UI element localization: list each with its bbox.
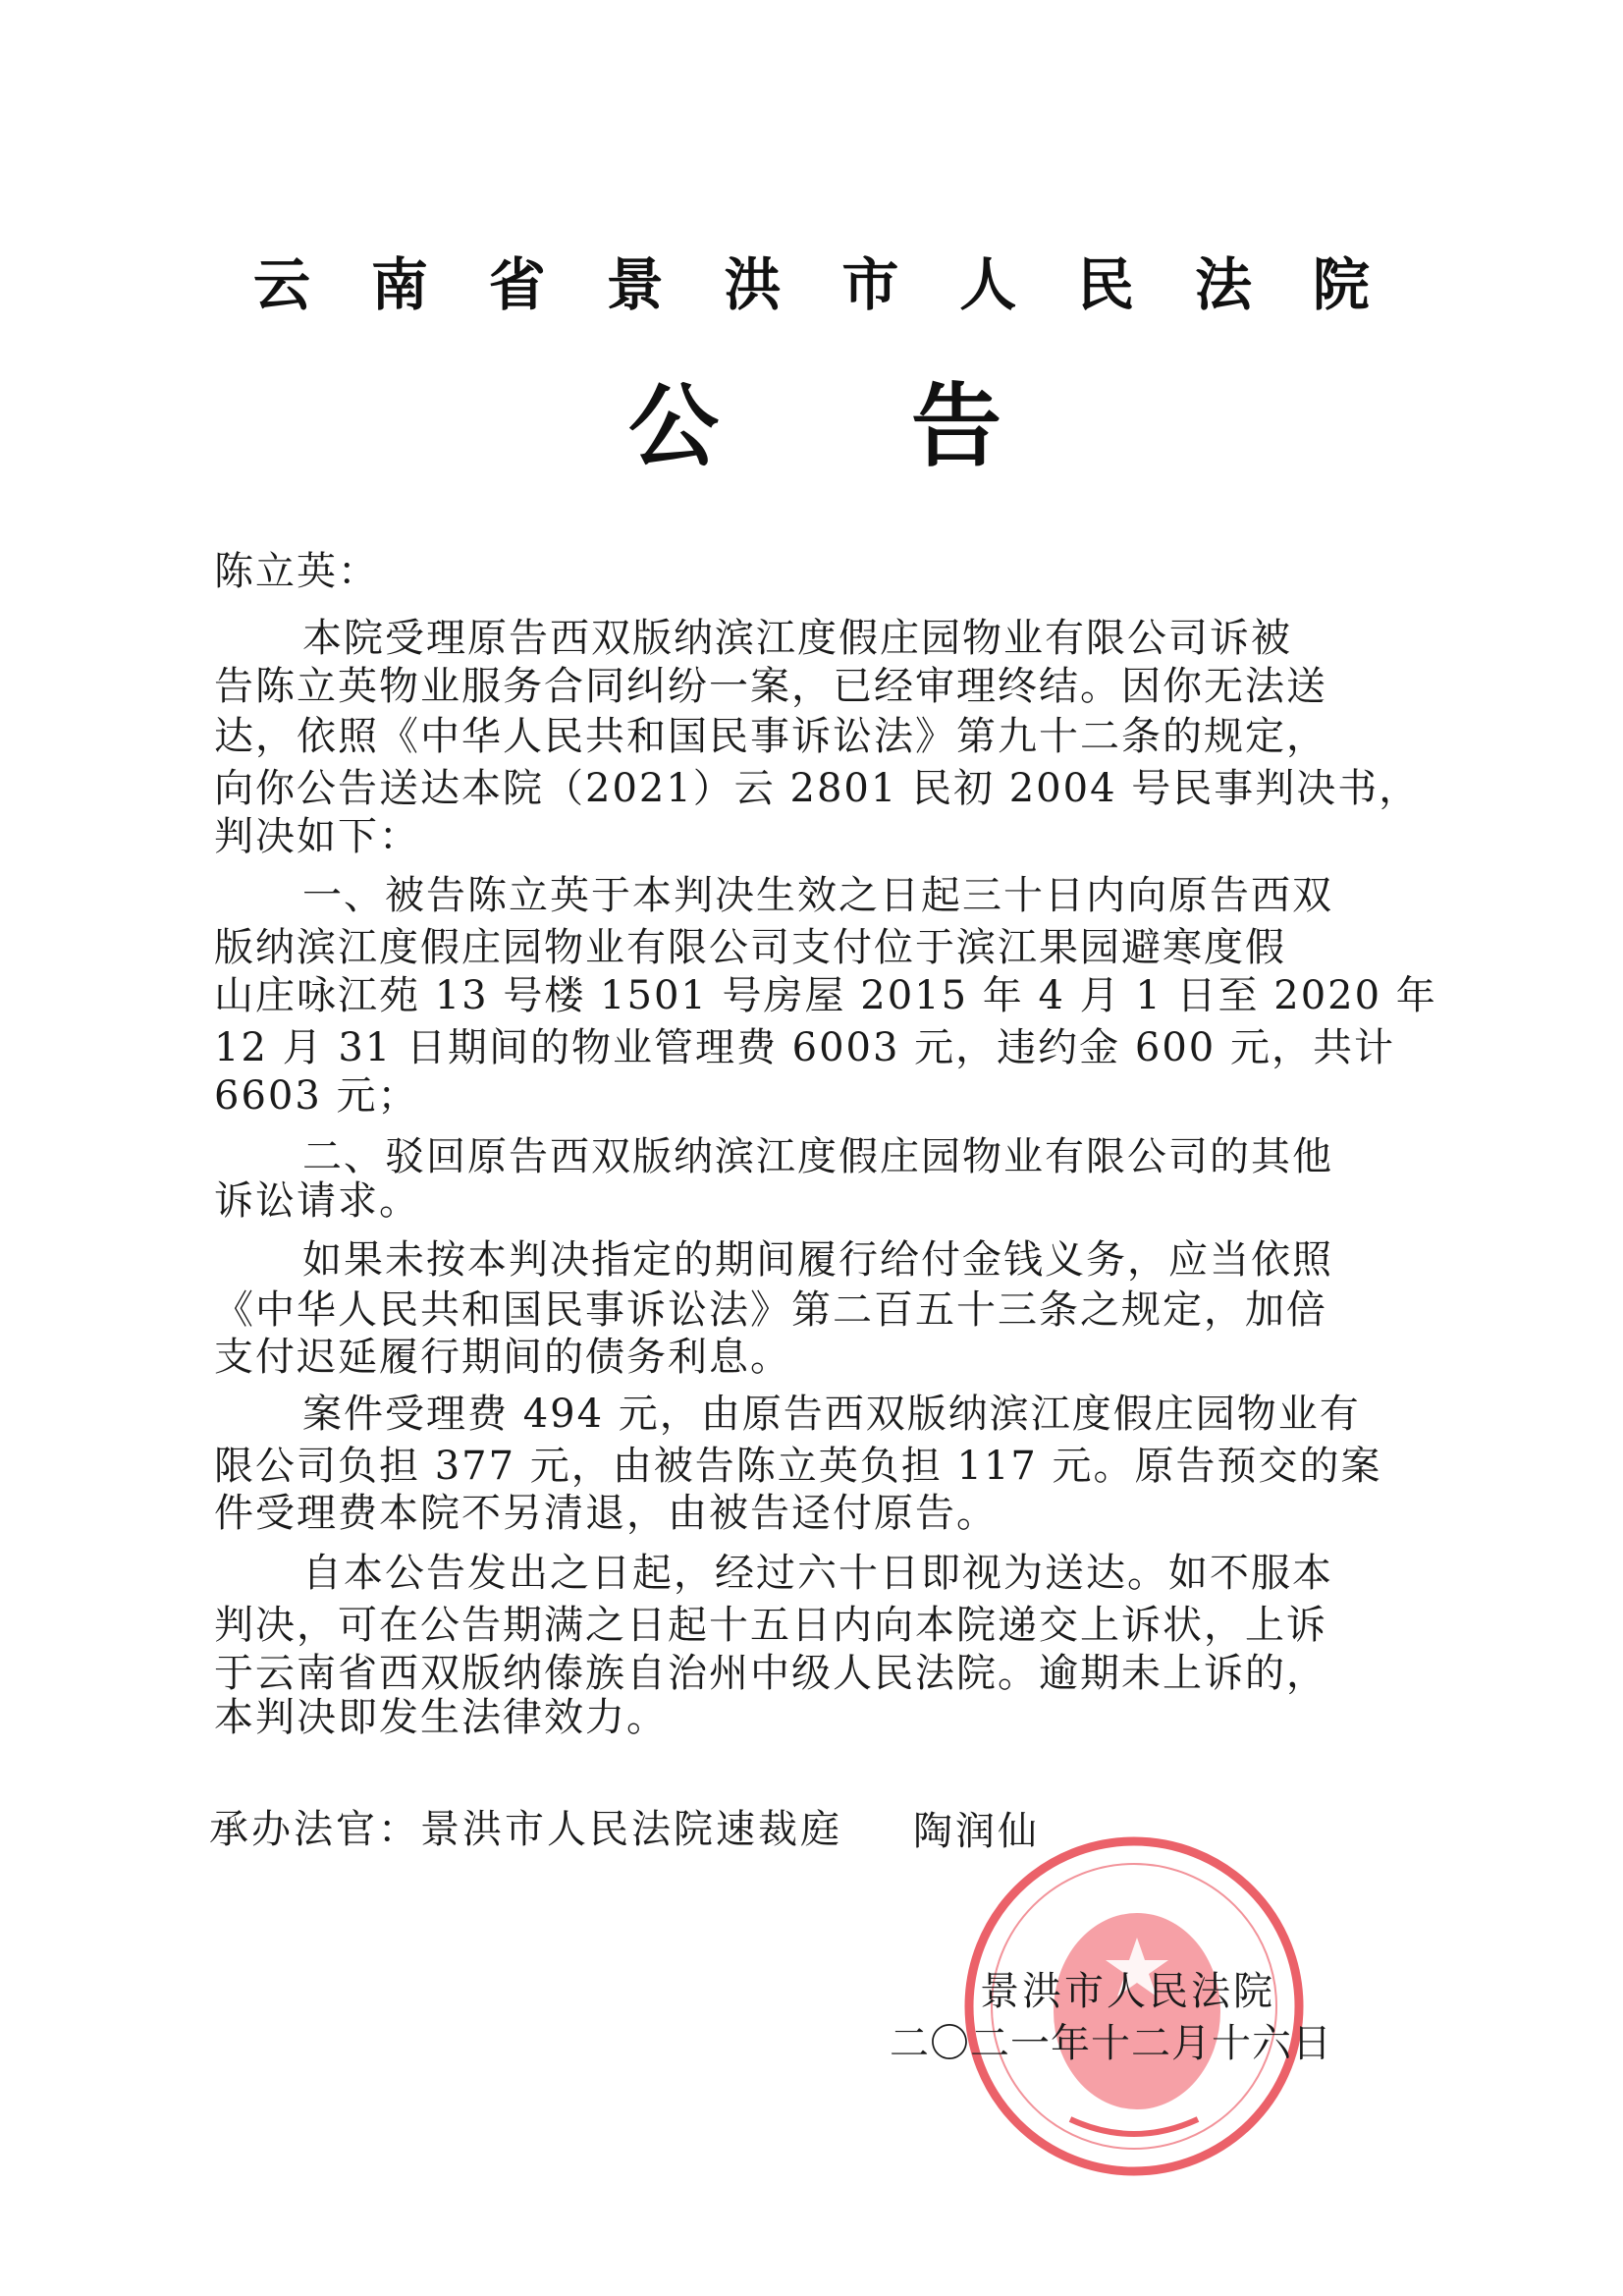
body-line: 《中华人民共和国民事诉讼法》第二百五十三条之规定，加倍 bbox=[214, 1287, 1327, 1333]
body-line: 告陈立英物业服务合同纠纷一案，已经审理终结。因你无法送 bbox=[214, 664, 1327, 709]
body-line: 版纳滨江度假庄园物业有限公司支付位于滨江果园避寒度假 bbox=[214, 925, 1286, 970]
body-line: 6603 元； bbox=[214, 1073, 419, 1119]
title-char: 民 bbox=[1077, 251, 1135, 318]
body-line: 限公司负担 377 元，由被告陈立英负担 117 元。原告预交的案 bbox=[214, 1444, 1382, 1489]
body-line: 自本公告发出之日起，经过六十日即视为送达。如不服本 bbox=[302, 1551, 1333, 1596]
title-char: 人 bbox=[959, 251, 1017, 318]
body-line: 一、被告陈立英于本判决生效之日起三十日内向原告西双 bbox=[302, 873, 1333, 918]
court-name-title bbox=[253, 250, 1370, 319]
notice-date: 二〇二一年十二月十六日 bbox=[890, 2021, 1332, 2066]
body-line: 山庄咏江苑 13 号楼 1501 号房屋 2015 年 4 月 1 日至 2020 年 bbox=[214, 973, 1437, 1018]
title-char: 洪 bbox=[724, 251, 782, 318]
heading-char: 告 bbox=[910, 374, 1001, 479]
title-char: 景 bbox=[606, 251, 664, 318]
body-line: 本院受理原告西双版纳滨江度假庄园物业有限公司诉被 bbox=[302, 616, 1292, 661]
body-line: 本判决即发生法律效力。 bbox=[214, 1695, 668, 1740]
heading-char: 公 bbox=[628, 374, 720, 479]
judge-name: 陶润仙 bbox=[913, 1809, 1040, 1854]
title-char: 省 bbox=[488, 251, 546, 318]
title-char: 市 bbox=[841, 251, 899, 318]
body-line: 二、驳回原告西双版纳滨江度假庄园物业有限公司的其他 bbox=[302, 1134, 1333, 1179]
body-line: 向你公告送达本院（2021）云 2801 民初 2004 号民事判决书， bbox=[214, 766, 1421, 811]
notice-heading bbox=[628, 373, 1001, 481]
body-line: 达，依照《中华人民共和国民事诉讼法》第九十二条的规定， bbox=[214, 714, 1327, 759]
body-line: 诉讼请求。 bbox=[214, 1178, 420, 1224]
body-line: 案件受理费 494 元，由原告西双版纳滨江度假庄园物业有 bbox=[302, 1392, 1361, 1437]
title-char: 法 bbox=[1195, 251, 1253, 318]
judge-label: 承办法官：景洪市人民法院速裁庭 bbox=[209, 1807, 842, 1852]
body-line: 于云南省西双版纳傣族自治州中级人民法院。逾期未上诉的， bbox=[214, 1651, 1327, 1696]
title-char: 南 bbox=[370, 251, 428, 318]
body-line: 判决，可在公告期满之日起十五日内向本院递交上诉状，上诉 bbox=[214, 1603, 1327, 1648]
body-line: 支付迟延履行期间的债务利息。 bbox=[214, 1335, 791, 1380]
title-char: 院 bbox=[1312, 251, 1370, 318]
body-line: 12 月 31 日期间的物业管理费 6003 元，违约金 600 元，共计 bbox=[214, 1025, 1395, 1070]
title-char: 云 bbox=[253, 251, 311, 318]
addressee: 陈立英： bbox=[214, 549, 379, 594]
body-line: 件受理费本院不另清退，由被告迳付原告。 bbox=[214, 1491, 998, 1536]
court-signature: 景洪市人民法院 bbox=[980, 1969, 1275, 2014]
body-line: 判决如下： bbox=[214, 814, 420, 859]
body-line: 如果未按本判决指定的期间履行给付金钱义务，应当依照 bbox=[302, 1237, 1333, 1283]
